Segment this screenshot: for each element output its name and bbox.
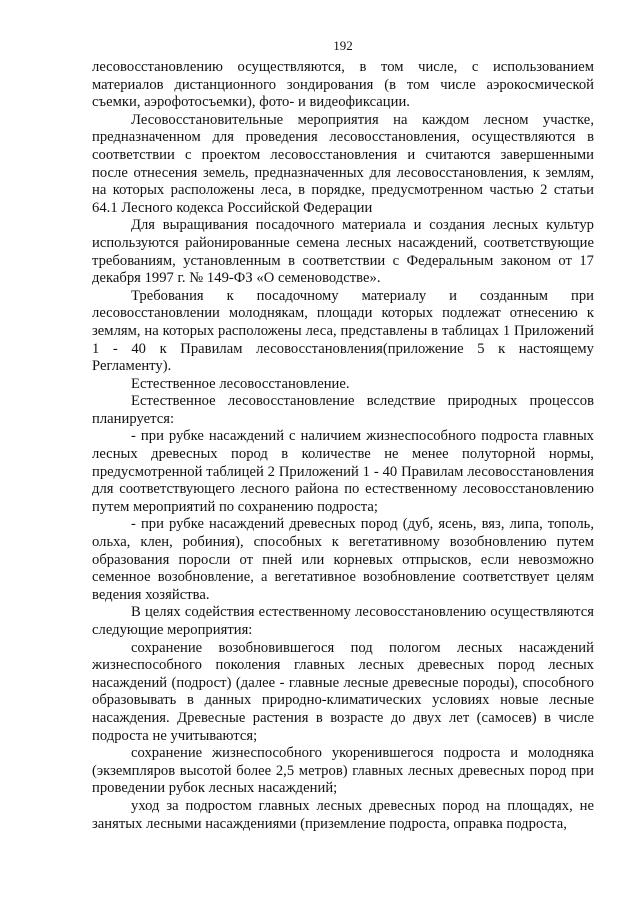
page-number: 192 bbox=[333, 38, 353, 53]
paragraph: В целях содействия естественному лесовосстановлению осуществляются следующие мероприятия: bbox=[92, 604, 594, 638]
paragraph: Требования к посадочному материалу и созданным при лесовосстановлении молоднякам, площади которых подлежат отнесению к землям, на которых расположены леса, представлены в таблицах 1 Приложений 1 - 40 к Правилам лесовосстановления(приложение 5 к настоящему Регламенту). bbox=[92, 287, 594, 375]
body-text bbox=[92, 59, 594, 833]
paragraph: - при рубке насаждений древесных пород (дуб, ясень, вяз, липа, тополь, ольха, клен, робиния), способных к вегетативному возобновлению путем образования поросли от пней или корневых отпрысков, если невозможно семенное возобновление, а вегетативное возобновление соответствует целям ведения хозяйства. bbox=[92, 516, 594, 603]
document-page bbox=[92, 38, 594, 833]
paragraph: уход за подростом главных лесных древесных пород на площадях, не занятых лесными насаждениями (приземление подроста, оправка подроста, bbox=[92, 797, 594, 832]
paragraph: - при рубке насаждений с наличием жизнеспособного подроста главных лесных древесных пород в количестве не менее полуторной нормы, предусмотренной таблицей 2 Приложений 1 - 40 Правилам лесовосстановления для соответствующего лесного района по естественному лесовосстановлению путем мероприятий по сохранению подроста; bbox=[92, 428, 594, 515]
paragraph: Лесовосстановительные мероприятия на каждом лесном участке, предназначенном для проведения лесовосстановления, осуществляются в соответствии с проектом лесовосстановления и считаются завершенными после отнесения земель, предназначенных для лесовосстановления, к землям, на которых расположены леса, в порядке, предусмотренном частью 2 статьи 64.1 Лесного кодекса Российской Федерации bbox=[92, 111, 594, 216]
paragraph: Естественное лесовосстановление вследствие природных процессов планируется: bbox=[92, 393, 594, 427]
paragraph: сохранение возобновившегося под пологом лесных насаждений жизнеспособного поколения главных лесных древесных пород лесных насаждений (подрост) (далее - главные лесные древесные породы), способного образовывать в данных природно-климатических условиях новые лесные насаждения. Древесные растения в возрасте до двух лет (самосев) в числе подроста не учитываются; bbox=[92, 639, 594, 744]
paragraph: Для выращивания посадочного материала и создания лесных культур используются районированные семена лесных насаждений, соответствующие требованиям, установленным в соответствии с Федеральным законом от 17 декабря 1997 г. № 149-ФЗ «О семеноводстве». bbox=[92, 217, 594, 287]
paragraph: сохранение жизнеспособного укоренившегося подроста и молодняка (экземпляров высотой более 2,5 метров) главных лесных древесных пород при проведении рубок лесных насаждений; bbox=[92, 745, 594, 797]
paragraph: лесовосстановлению осуществляются, в том числе, с использованием материалов дистанционного зондирования (в том числе аэрокосмической съемки, аэрофотосъемки), фото- и видеофиксации. bbox=[92, 59, 594, 111]
paragraph: Естественное лесовосстановление. bbox=[131, 375, 350, 392]
